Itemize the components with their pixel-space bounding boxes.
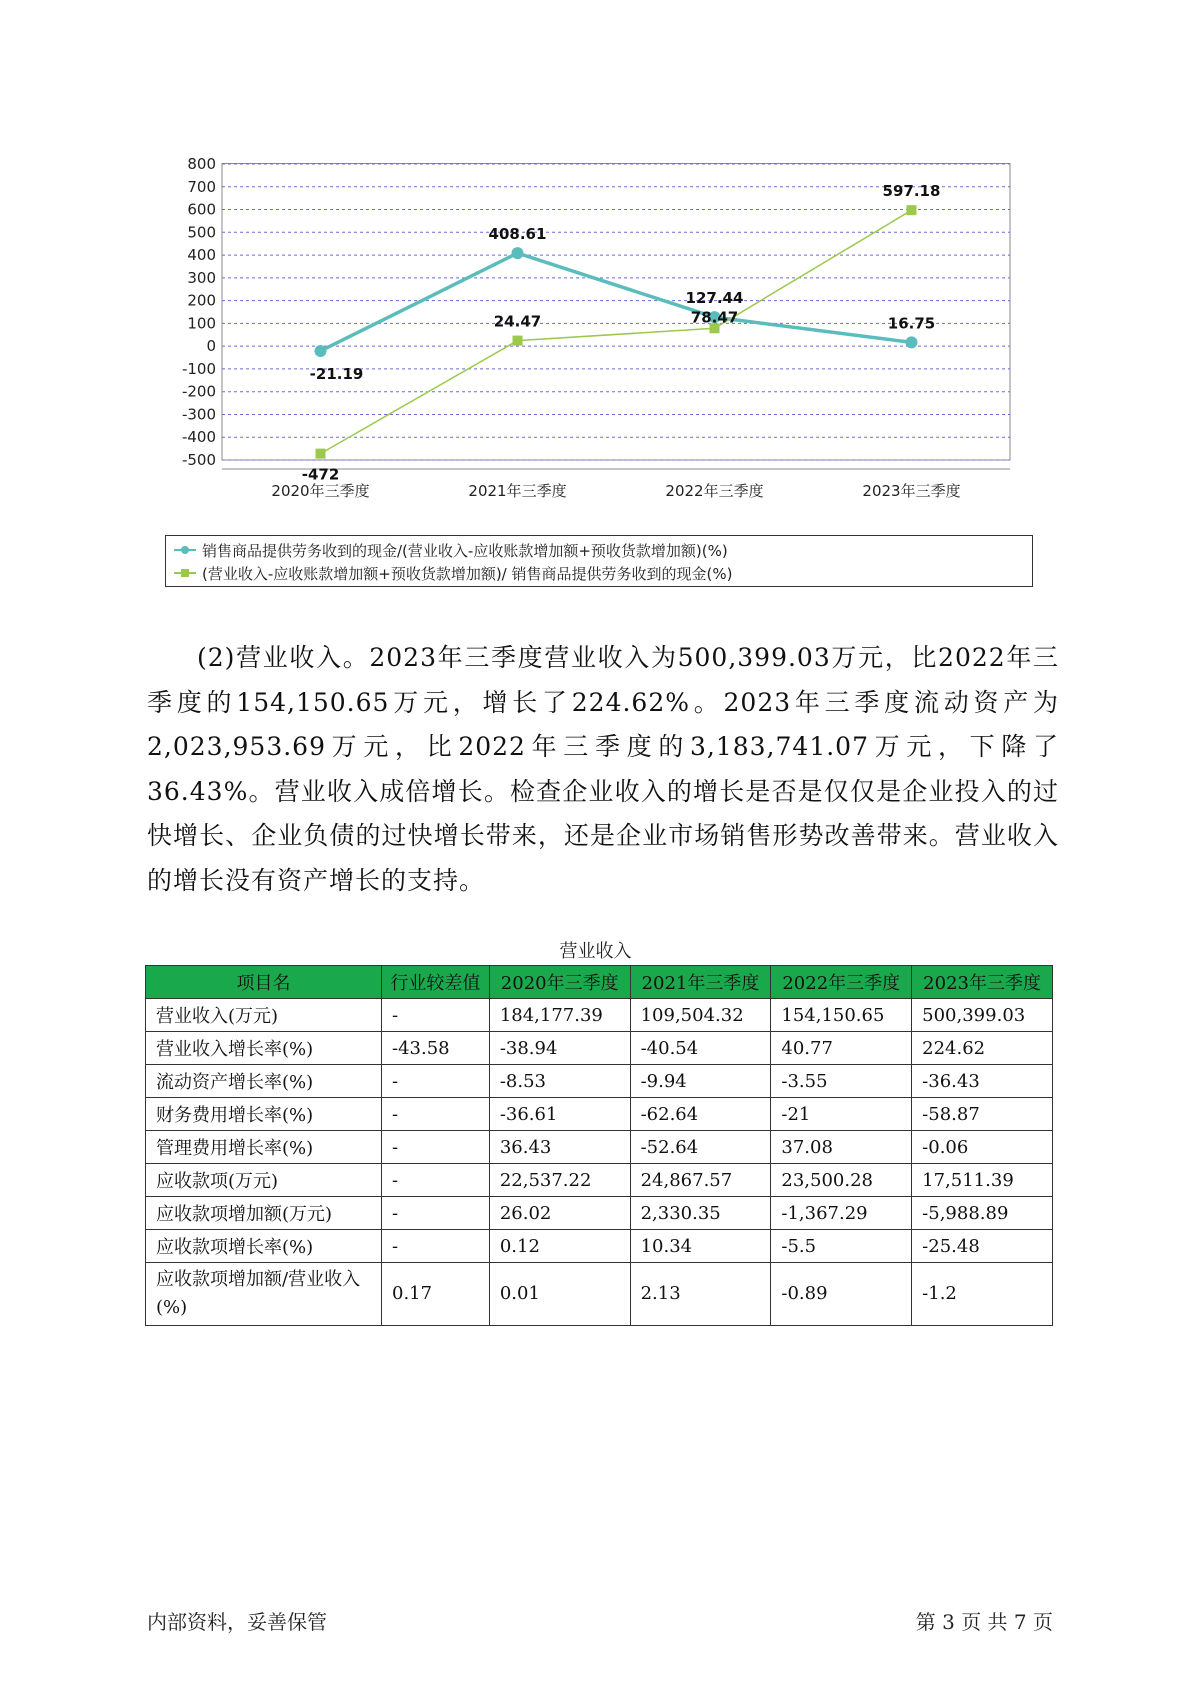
- table-cell: 应收款项(万元): [146, 1164, 382, 1197]
- table-row: [146, 1032, 1053, 1065]
- legend-item-series-2: [174, 562, 732, 584]
- y-tick-label: -300: [181, 405, 216, 424]
- chart-svg: [164, 150, 1044, 598]
- table-cell: 应收款项增加额(万元): [146, 1197, 382, 1230]
- table-cell: 17,511.39: [912, 1164, 1053, 1197]
- table-cell: 0.12: [489, 1230, 630, 1263]
- y-tick-label: -100: [181, 359, 216, 378]
- table-cell: 36.43: [489, 1131, 630, 1164]
- data-point: [316, 449, 326, 459]
- table-cell: -1.2: [912, 1263, 1053, 1326]
- header-2023: 2023年三季度: [912, 966, 1053, 999]
- y-tick-label: 400: [187, 246, 216, 265]
- table-cell: -: [382, 1065, 490, 1098]
- y-tick-label: 0: [206, 337, 216, 356]
- data-label: 597.18: [882, 182, 941, 201]
- table-cell: 财务费用增长率(%): [146, 1098, 382, 1131]
- y-tick-label: 800: [187, 155, 216, 173]
- data-label: 78.47: [690, 308, 739, 327]
- table-row: [146, 1131, 1053, 1164]
- plot-frame: [222, 164, 1010, 461]
- table-row: [146, 1065, 1053, 1098]
- y-tick-label: -400: [181, 428, 216, 447]
- y-tick-label: 500: [187, 223, 216, 242]
- y-tick-label: -200: [181, 382, 216, 401]
- data-point: [512, 247, 524, 259]
- table-row: [146, 1197, 1053, 1230]
- table-cell: -0.06: [912, 1131, 1053, 1164]
- table-cell: -38.94: [489, 1032, 630, 1065]
- data-label: 408.61: [488, 225, 547, 244]
- table-cell: 管理费用增长率(%): [146, 1131, 382, 1164]
- legend-label-series-1: 销售商品提供劳务收到的现金/(营业收入-应收账款增加额+预收货款增加额)(%): [202, 541, 728, 560]
- legend-swatch-series-2: [174, 567, 196, 579]
- table-cell: -62.64: [630, 1098, 771, 1131]
- table-cell: 23,500.28: [771, 1164, 912, 1197]
- table-cell: -36.61: [489, 1098, 630, 1131]
- table-cell: 流动资产增长率(%): [146, 1065, 382, 1098]
- table-cell: -52.64: [630, 1131, 771, 1164]
- table-cell: -5.5: [771, 1230, 912, 1263]
- table-caption: 营业收入: [559, 941, 632, 962]
- table-cell: 营业收入(万元): [146, 999, 382, 1032]
- table-row: [146, 1230, 1053, 1263]
- footer-page-number: 第 3 页 共 7 页: [915, 1610, 1053, 1634]
- table-cell: -: [382, 1131, 490, 1164]
- footer-confidential: 内部资料，妥善保管: [147, 1610, 327, 1634]
- data-label: -472: [301, 465, 340, 484]
- y-tick-label: 700: [187, 177, 216, 196]
- table-cell: -: [382, 1098, 490, 1131]
- table-cell: -5,988.89: [912, 1197, 1053, 1230]
- table-cell: 22,537.22: [489, 1164, 630, 1197]
- data-point: [315, 345, 327, 357]
- table-cell: -1,367.29: [771, 1197, 912, 1230]
- revenue-table: [145, 965, 1053, 1326]
- x-tick-label: 2020年三季度: [271, 482, 370, 500]
- table-cell: -40.54: [630, 1032, 771, 1065]
- header-2021: 2021年三季度: [630, 966, 771, 999]
- table-cell: 2.13: [630, 1263, 771, 1326]
- table-cell: 37.08: [771, 1131, 912, 1164]
- legend-item-series-1: [174, 539, 728, 561]
- table-cell: -3.55: [771, 1065, 912, 1098]
- table-cell: -: [382, 1197, 490, 1230]
- data-label: 16.75: [887, 314, 936, 333]
- data-point: [906, 336, 918, 348]
- chart-legend: [165, 535, 1033, 587]
- y-tick-label: 600: [187, 200, 216, 219]
- analysis-paragraph: (2)营业收入。2023年三季度营业收入为500,399.03万元，比2022年三季度的154,150.65万元，增长了224.62%。2023年三季度流动资产为2,023,953.69万元，比2022年三季度的3,183,741.07万元，下降了36.43%。营业收入成倍增长。检查企业收入的增长是否是仅仅是企业投入的过快增长、企业负债的过快增长带来，还是企业市场销售形势改善带来。营业收入的增长没有资产增长的支持。: [147, 643, 1059, 895]
- table-cell: 0.17: [382, 1263, 490, 1326]
- table-cell: 10.34: [630, 1230, 771, 1263]
- header-item-name: 项目名: [146, 966, 382, 999]
- data-label: 127.44: [685, 289, 744, 308]
- table-cell: 40.77: [771, 1032, 912, 1065]
- table-row: [146, 1098, 1053, 1131]
- table-cell: 应收款项增加额/营业收入(%): [146, 1263, 382, 1326]
- table-cell: 营业收入增长率(%): [146, 1032, 382, 1065]
- table-cell: -: [382, 1230, 490, 1263]
- data-label: 24.47: [493, 312, 542, 331]
- y-tick-label: 100: [187, 314, 216, 333]
- data-label: -21.19: [309, 364, 364, 383]
- line-chart: [164, 150, 1044, 598]
- table-cell: 184,177.39: [489, 999, 630, 1032]
- table-cell: -0.89: [771, 1263, 912, 1326]
- x-tick-label: 2023年三季度: [862, 482, 961, 500]
- y-tick-label: -500: [181, 451, 216, 469]
- table-cell: -21: [771, 1098, 912, 1131]
- header-2022: 2022年三季度: [771, 966, 912, 999]
- table-cell: 26.02: [489, 1197, 630, 1230]
- data-point: [907, 205, 917, 215]
- table-cell: 2,330.35: [630, 1197, 771, 1230]
- legend-swatch-series-1: [174, 544, 196, 556]
- y-tick-label: 300: [187, 268, 216, 287]
- table-cell: 24,867.57: [630, 1164, 771, 1197]
- table-cell: -9.94: [630, 1065, 771, 1098]
- table-cell: 0.01: [489, 1263, 630, 1326]
- legend-label-series-2: (营业收入-应收账款增加额+预收货款增加额)/ 销售商品提供劳务收到的现金(%): [202, 564, 733, 583]
- table-row: [146, 999, 1053, 1032]
- table-cell: -36.43: [912, 1065, 1053, 1098]
- table-cell: -: [382, 999, 490, 1032]
- table-row: [146, 1164, 1053, 1197]
- x-tick-label: 2021年三季度: [468, 482, 567, 500]
- table-cell: -: [382, 1164, 490, 1197]
- x-tick-label: 2022年三季度: [665, 482, 764, 500]
- data-point: [513, 336, 523, 346]
- table-cell: -58.87: [912, 1098, 1053, 1131]
- table-cell: 109,504.32: [630, 999, 771, 1032]
- y-tick-label: 200: [187, 291, 216, 310]
- table-row: [146, 1263, 1053, 1326]
- table-cell: 应收款项增长率(%): [146, 1230, 382, 1263]
- table-cell: -43.58: [382, 1032, 490, 1065]
- table-cell: 224.62: [912, 1032, 1053, 1065]
- table-cell: -8.53: [489, 1065, 630, 1098]
- header-industry-diff: 行业较差值: [382, 966, 490, 999]
- header-2020: 2020年三季度: [489, 966, 630, 999]
- table-header-row: [146, 966, 1053, 999]
- table-cell: 154,150.65: [771, 999, 912, 1032]
- table-cell: 500,399.03: [912, 999, 1053, 1032]
- table-cell: -25.48: [912, 1230, 1053, 1263]
- series-line-1: [321, 253, 912, 351]
